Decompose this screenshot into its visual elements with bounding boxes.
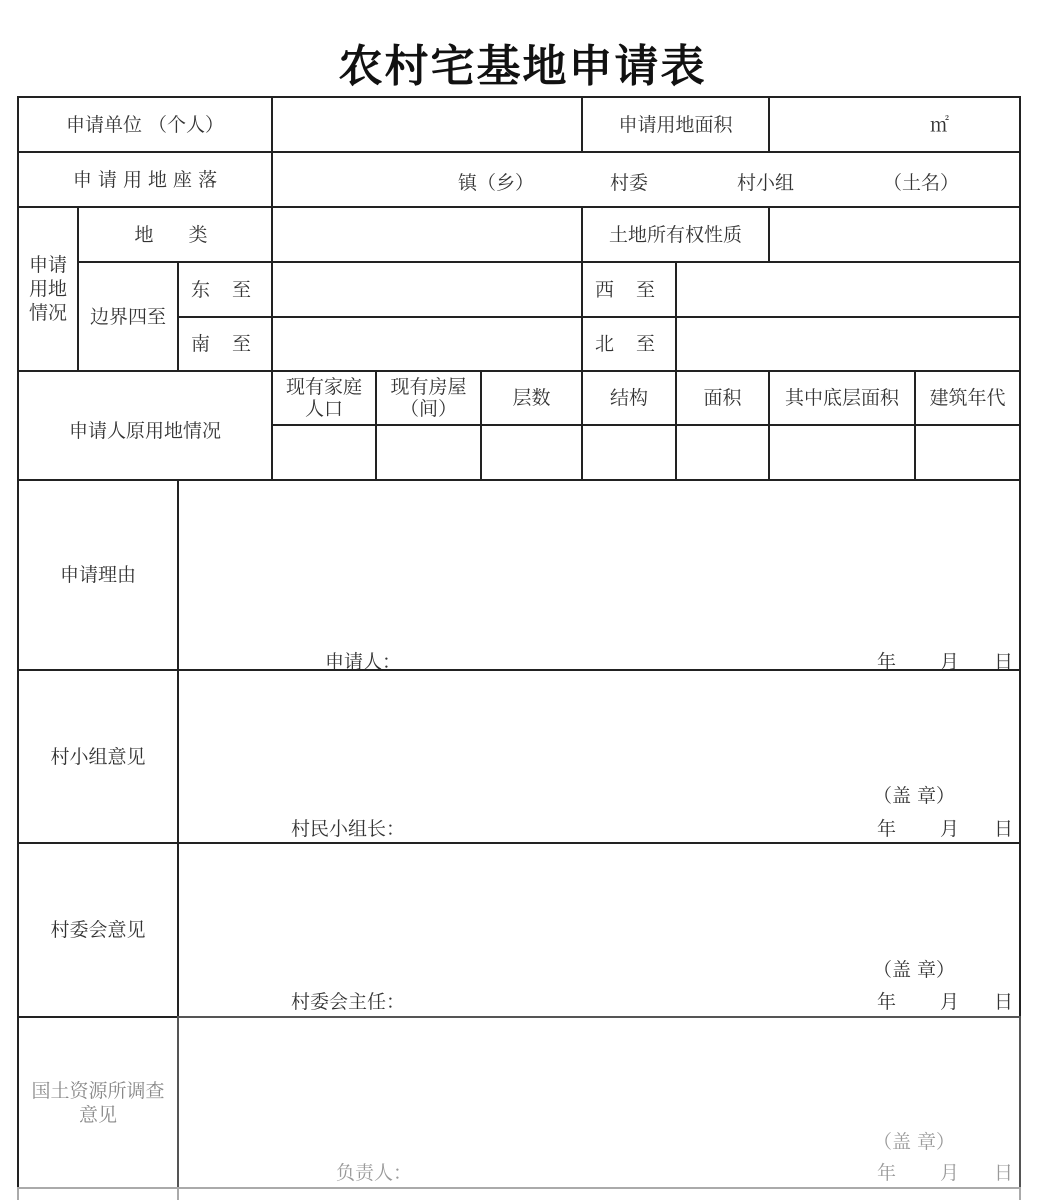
header-household: 现有家庭人口 (271, 370, 377, 426)
seal-label: （盖 章） (873, 959, 956, 981)
land-type-label: 地 类 (77, 206, 273, 263)
ownership-label: 土地所有权性质 (581, 206, 770, 263)
village-committee-label: 村委 (610, 172, 649, 194)
reason-label: 申请理由 (17, 479, 179, 671)
next-row-label-cell (17, 1187, 179, 1200)
structure-field[interactable] (581, 424, 677, 481)
village-group-label: 村小组 (737, 172, 795, 194)
committee-director-signature-label: 村委会主任： (291, 991, 406, 1013)
seal-label: （盖 章） (873, 785, 956, 807)
applicant-signature-label: 申请人： (325, 651, 402, 673)
header-floors: 层数 (480, 370, 583, 426)
header-area: 面积 (675, 370, 770, 426)
west-field[interactable] (675, 261, 1021, 318)
responsible-person-signature-label: 负责人： (336, 1162, 413, 1184)
reason-field[interactable] (177, 479, 1021, 671)
area-field-original[interactable] (675, 424, 770, 481)
north-label: 北 至 (581, 316, 677, 372)
month-label: 月 (940, 651, 960, 673)
west-label: 西 至 (581, 261, 677, 318)
east-field[interactable] (271, 261, 583, 318)
area-unit: ㎡ (929, 113, 949, 136)
original-land-label: 申请人原用地情况 (17, 370, 273, 481)
area-field[interactable] (768, 96, 1021, 153)
header-ground-area: 其中底层面积 (768, 370, 916, 426)
next-row-field-cell (177, 1187, 1021, 1200)
seal-label: （盖 章） (873, 1131, 956, 1153)
header-structure: 结构 (581, 370, 677, 426)
month-label: 月 (940, 818, 960, 840)
area-label: 申请用地面积 (581, 96, 770, 153)
group-leader-signature-label: 村民小组长： (291, 818, 406, 840)
rooms-field[interactable] (375, 424, 482, 481)
header-rooms: 现有房屋（间） (375, 370, 482, 426)
household-field[interactable] (271, 424, 377, 481)
month-label: 月 (940, 1162, 960, 1184)
ground-area-field[interactable] (768, 424, 916, 481)
east-label: 东 至 (177, 261, 273, 318)
header-build-year: 建筑年代 (914, 370, 1021, 426)
day-label: 日 (994, 1162, 1014, 1184)
ownership-field[interactable] (768, 206, 1021, 263)
floors-field[interactable] (480, 424, 583, 481)
south-label: 南 至 (177, 316, 273, 372)
north-field[interactable] (675, 316, 1021, 372)
boundary-label: 边界四至 (77, 261, 179, 372)
land-section-label: 申请用地情况 (17, 206, 79, 372)
applicant-field[interactable] (271, 96, 583, 153)
land-type-field[interactable] (271, 206, 583, 263)
year-label: 年 (877, 991, 897, 1013)
year-label: 年 (877, 818, 897, 840)
year-label: 年 (877, 1162, 897, 1184)
day-label: 日 (994, 651, 1014, 673)
town-label: 镇（乡） (458, 172, 535, 194)
build-year-field[interactable] (914, 424, 1021, 481)
form-title: 农村宅基地申请表 (338, 41, 707, 92)
year-label: 年 (877, 651, 897, 673)
village-committee-opinion-label: 村委会意见 (17, 842, 179, 1018)
south-field[interactable] (271, 316, 583, 372)
village-group-opinion-label: 村小组意见 (17, 669, 179, 844)
day-label: 日 (994, 818, 1014, 840)
day-label: 日 (994, 991, 1014, 1013)
location-label: 申 请 用 地 座 落 (17, 151, 273, 208)
applicant-label: 申请单位 （个人） (17, 96, 273, 153)
land-resources-opinion-label: 国土资源所调查意见 (17, 1016, 179, 1189)
local-name-label: （土名） (883, 172, 960, 194)
month-label: 月 (940, 991, 960, 1013)
